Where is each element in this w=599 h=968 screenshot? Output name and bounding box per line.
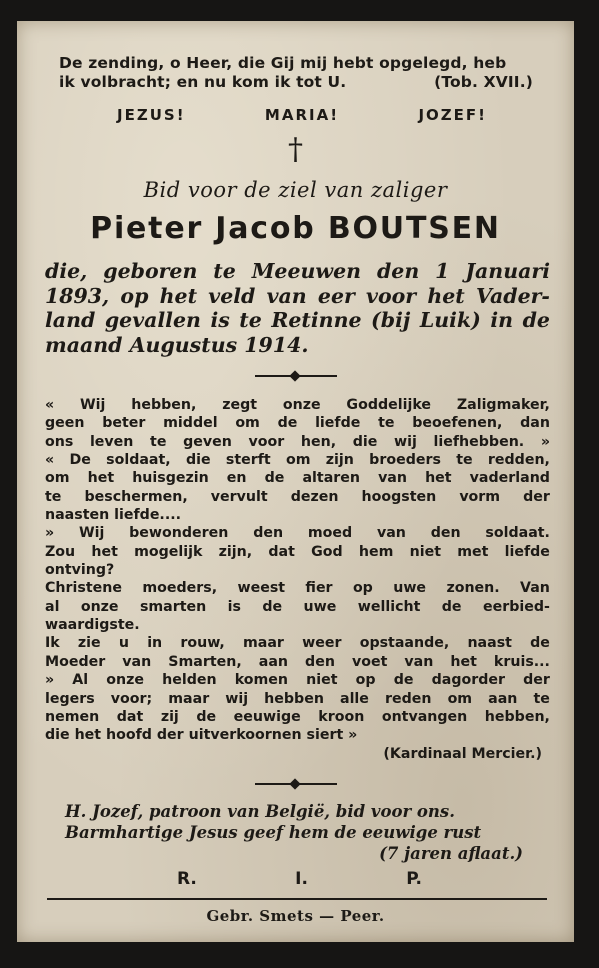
opening-quote-line-2 bbox=[59, 73, 549, 92]
quote-line: Moeder van Smarten, aan den voet van het kruis... bbox=[45, 653, 550, 670]
prayer-line-1: H. Jozef, patroon van België, bid voor ons. bbox=[65, 802, 455, 821]
printer-imprint: Gebr. Smets — Peer. bbox=[206, 907, 385, 925]
quote-line: om het huisgezin en de altaren van het vaderland bbox=[45, 470, 550, 487]
quotation-body bbox=[45, 396, 550, 763]
prayer-line-2: Barmhartige Jesus geef hem de eeuwige rust bbox=[65, 823, 482, 842]
opening-quote-text: ik volbracht; en nu kom ik tot U. bbox=[59, 73, 347, 91]
divider-ornament bbox=[17, 783, 574, 785]
invocation-jezus: JEZUS! bbox=[117, 106, 186, 124]
rip-letters bbox=[177, 869, 422, 889]
biography bbox=[45, 259, 550, 357]
bio-line: die, geboren te Meeuwen den 1 Januari bbox=[45, 259, 550, 283]
quote-line: geen beter middel om de liefde te beoefenen, dan bbox=[45, 415, 550, 432]
quote-line: Zou het mogelijk zijn, dat God hem niet met liefde bbox=[45, 543, 550, 560]
quote-line: die het hoofd der uitverkoornen siert » bbox=[45, 727, 358, 744]
quote-line: Christene moeders, weest fier op uwe zonen. Van bbox=[45, 580, 550, 597]
rip-r: R. bbox=[177, 869, 197, 889]
quote-line: naasten liefde.... bbox=[45, 507, 181, 524]
opening-quote-reference: (Tob. XVII.) bbox=[434, 73, 533, 91]
deceased-name: Pieter Jacob BOUTSEN bbox=[90, 211, 501, 246]
quote-line: » Wij bewonderen den moed van den soldaat. bbox=[45, 525, 550, 542]
rip-i: I. bbox=[295, 869, 308, 889]
closing-prayer bbox=[65, 801, 525, 864]
memorial-card bbox=[17, 21, 574, 942]
quote-line: al onze smarten is de uwe wellicht de eerbied- bbox=[45, 598, 550, 615]
quote-line: « De soldaat, die sterft om zijn broeders te redden, bbox=[45, 452, 550, 469]
quote-line: Ik zie u in rouw, maar weer opstaande, naast de bbox=[45, 635, 550, 652]
quote-line: ons leven te geven voor hen, die wij liefhebben. » bbox=[45, 433, 550, 450]
invocation-jozef: JOZEF! bbox=[418, 106, 487, 124]
quote-line: te beschermen, vervult dezen hoogsten vorm der bbox=[45, 488, 550, 505]
bio-line: 1893, op het veld van eer voor het Vader- bbox=[45, 283, 550, 308]
quote-line: ontving? bbox=[45, 562, 115, 579]
quote-line: nemen dat zij de eeuwige kroon ontvangen hebben, bbox=[45, 708, 550, 725]
divider-ornament bbox=[17, 375, 574, 377]
cross-icon: † bbox=[288, 132, 303, 167]
quote-line: legers voor; maar wij hebben alle reden om aan te bbox=[45, 690, 550, 707]
bio-line: maand Augustus 1914. bbox=[45, 332, 309, 357]
quote-line: waardigste. bbox=[45, 617, 140, 634]
invocation-row bbox=[117, 106, 487, 124]
indulgence-note: (7 jaren aflaat.) bbox=[379, 844, 523, 863]
invocation-maria: MARIA! bbox=[264, 106, 340, 124]
quote-attribution: (Kardinaal Mercier.) bbox=[383, 745, 542, 762]
opening-quote-line-1: De zending, o Heer, die Gij mij hebt opgelegd, heb bbox=[59, 54, 507, 72]
rip-p: P. bbox=[406, 869, 422, 889]
quote-line: « Wij hebben, zegt onze Goddelijke Zaligmaker, bbox=[45, 397, 550, 413]
bio-line: land gevallen is te Retinne (bij Luik) in de bbox=[45, 308, 550, 332]
opening-quote bbox=[59, 54, 549, 92]
quote-line: » Al onze helden komen niet op de dagorder der bbox=[45, 672, 550, 689]
footer-rule bbox=[47, 898, 547, 900]
prayer-request: Bid voor de ziel van zaliger bbox=[143, 178, 448, 202]
